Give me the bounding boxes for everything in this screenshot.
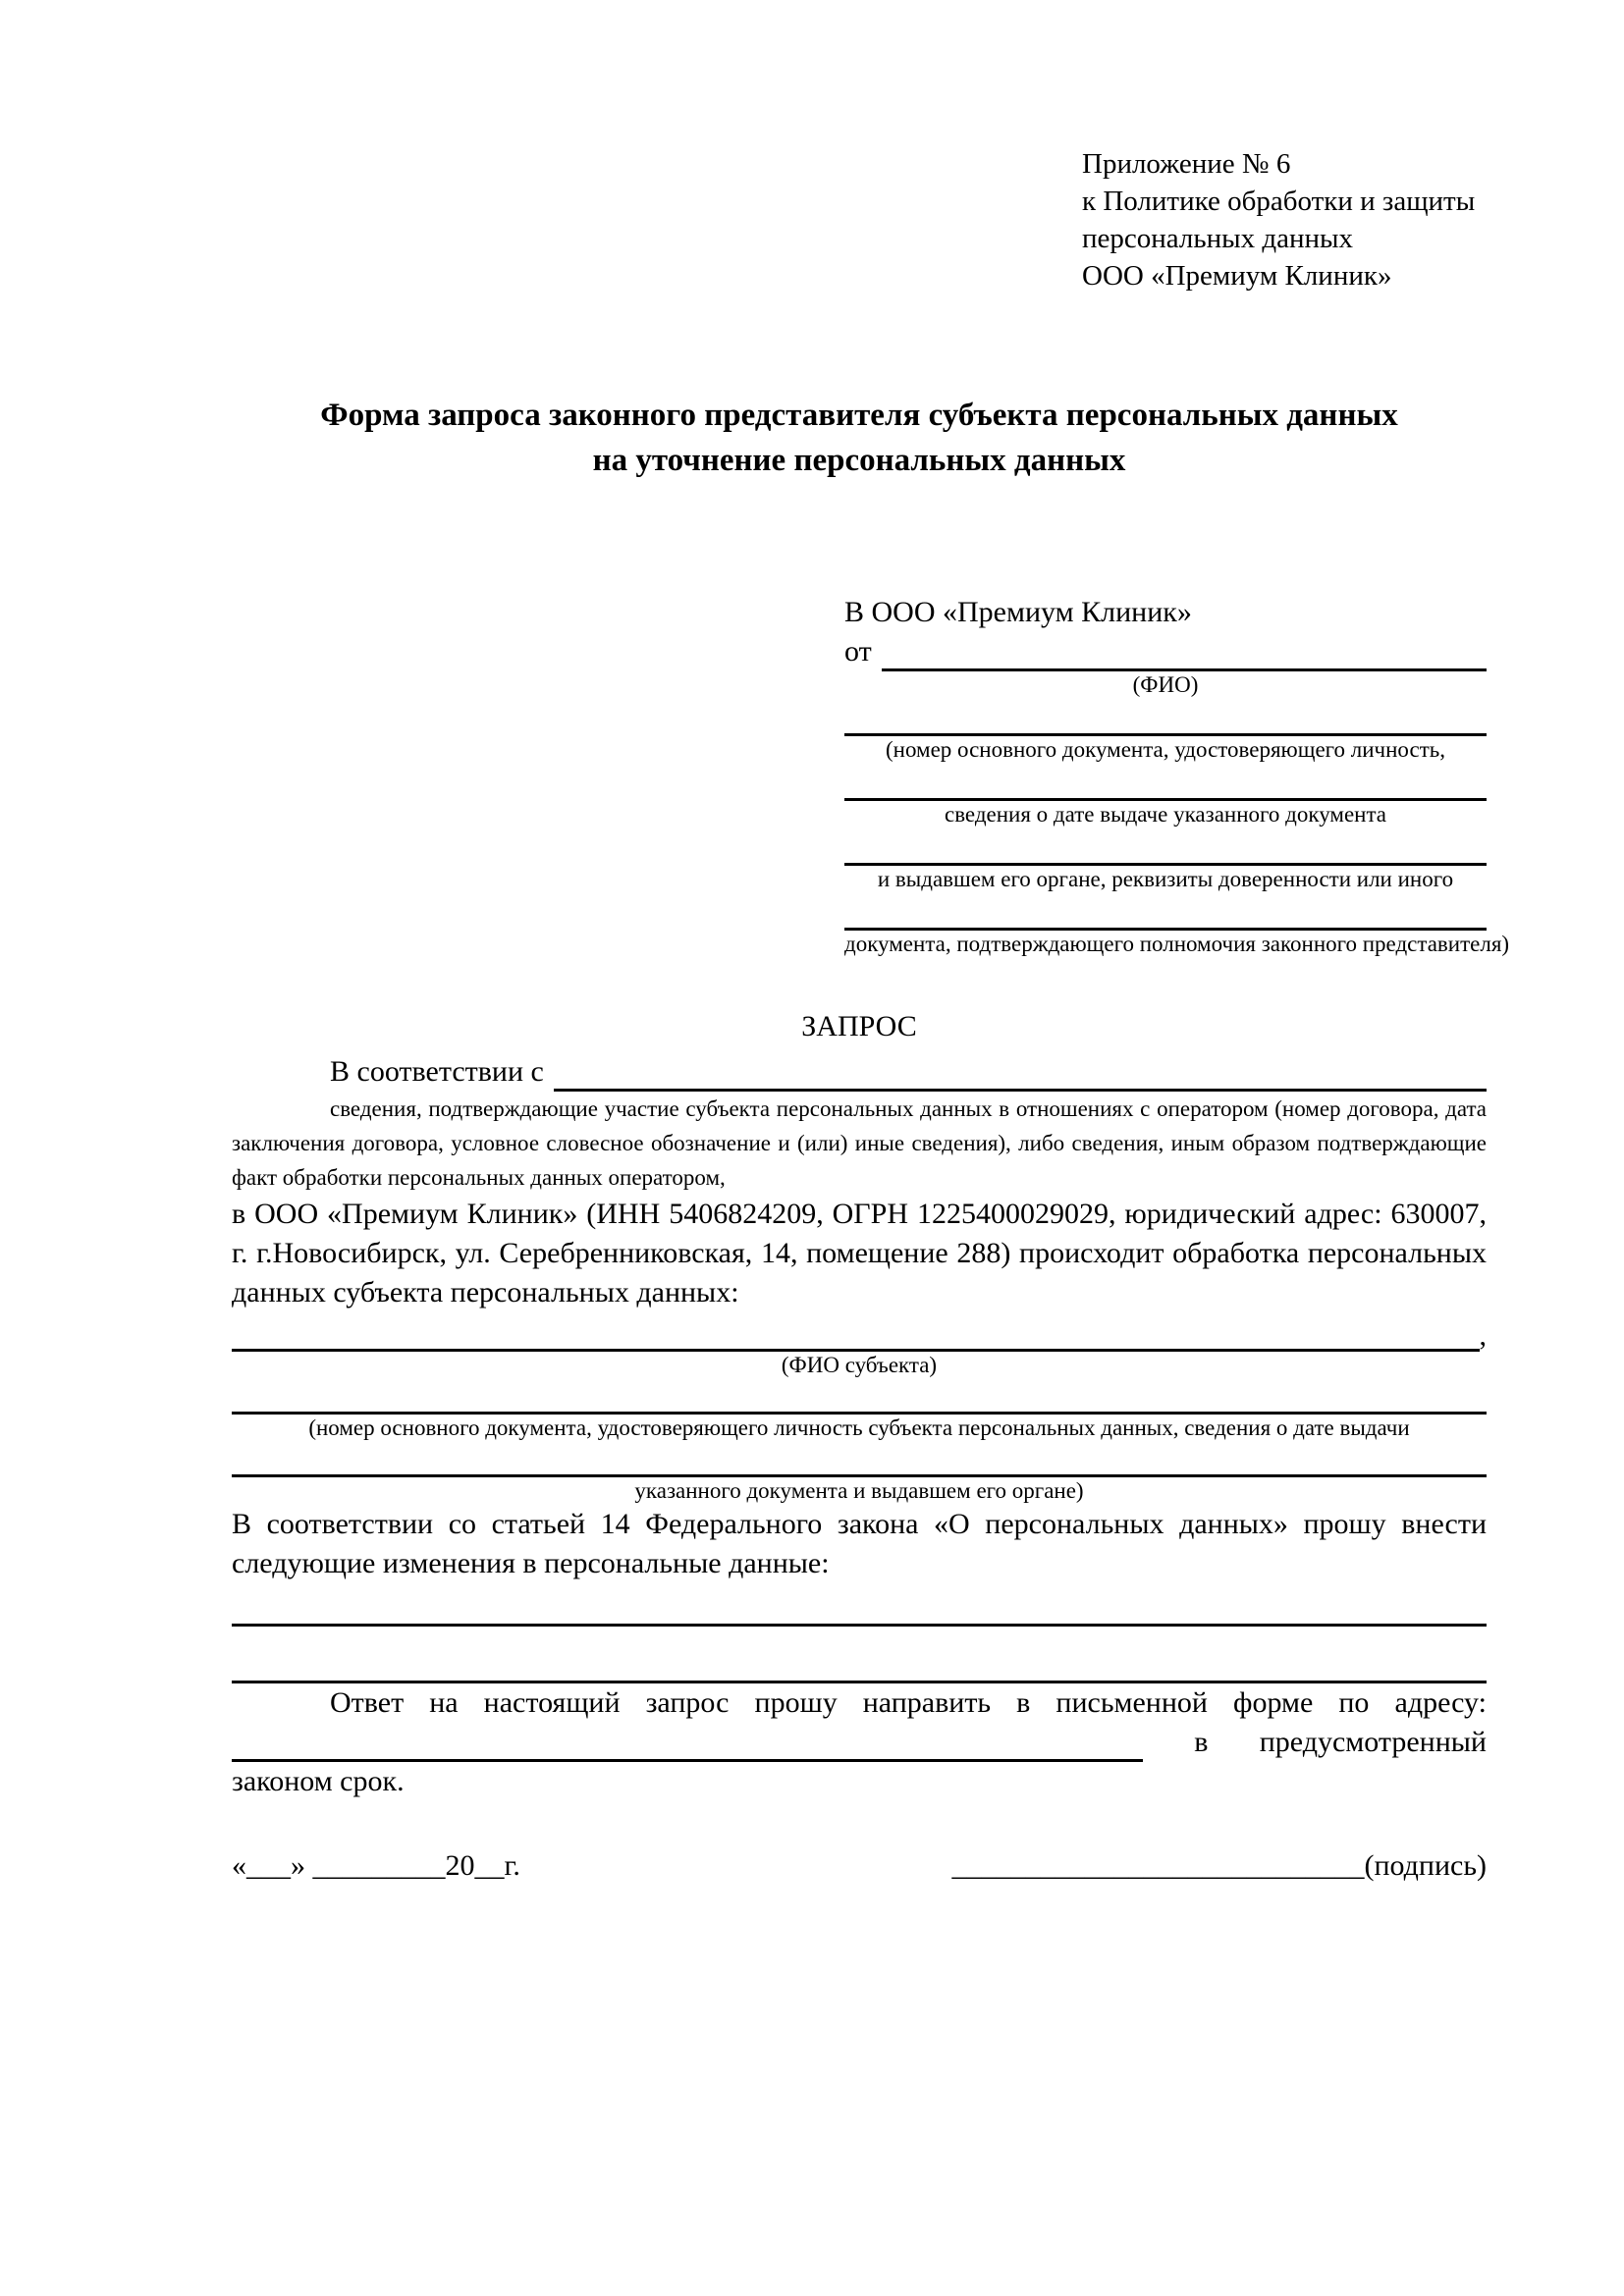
field-caption: (номер основного документа, удостоверяющего личность, bbox=[885, 737, 1445, 762]
representative-doc-field bbox=[844, 711, 1487, 764]
fill-line bbox=[844, 711, 1487, 736]
appendix-header bbox=[1082, 145, 1487, 294]
fine-print: сведения, подтверждающие участие субъекта персональных данных в отношениях с оператором (номер договора, дата заключения договора, условное словесное обозначение и (или) иные сведения), либо сведения, иным образом подтверждающие факт обработки персональных данных оператором, bbox=[232, 1096, 1487, 1190]
appendix-line: персональных данных bbox=[1082, 223, 1354, 254]
fill-line bbox=[844, 905, 1487, 931]
signature-area bbox=[951, 1846, 1487, 1886]
answer-paragraph-line1: Ответ на настоящий запрос прошу направить в письменной форме по адресу: bbox=[330, 1686, 1487, 1719]
fio-caption: (ФИО) bbox=[1132, 672, 1199, 697]
from-row bbox=[844, 632, 1487, 671]
answer-paragraph-line3: законом срок. bbox=[232, 1765, 405, 1797]
from-label: от bbox=[844, 635, 872, 667]
fill-line bbox=[844, 775, 1487, 801]
intro-label: В соответствии с bbox=[330, 1055, 544, 1088]
date-signature-row bbox=[232, 1846, 1487, 1886]
subject-doc-field bbox=[232, 1389, 1487, 1442]
addressee-block bbox=[844, 593, 1510, 958]
subject-doc-field bbox=[232, 1452, 1487, 1505]
page-title-line2: на уточнение персональных данных bbox=[592, 443, 1126, 478]
article-paragraph: В соответствии со статьей 14 Федерального закона «О персональных данных» прошу внести следующие изменения в персональные данные: bbox=[232, 1508, 1487, 1579]
trailing-comma: , bbox=[1479, 1319, 1487, 1352]
request-heading: ЗАПРОС bbox=[801, 1010, 917, 1042]
address-fill-line bbox=[232, 1731, 1143, 1762]
field-caption: сведения о дате выдаче указанного документа bbox=[944, 802, 1387, 827]
representative-doc-field bbox=[844, 905, 1510, 958]
operator-paragraph: в ООО «Премиум Клиник» (ИНН 5406824209, ОГРН 1225400029029, юридический адрес: 630007, г. г.Новосибирск, ул. Серебренниковская, 14, помещение 288) происходит обработка персональных данных субъекта персональных данных: bbox=[232, 1198, 1487, 1308]
representative-doc-field bbox=[844, 775, 1487, 828]
intro-row bbox=[232, 1052, 1487, 1092]
changes-fill-line bbox=[232, 1654, 1487, 1683]
field-caption: (номер основного документа, удостоверяющего личность субъекта персональных данных, сведения о дате выдачи bbox=[308, 1415, 1410, 1440]
signature-caption: (подпись) bbox=[1364, 1849, 1487, 1882]
answer-paragraph-line2 bbox=[232, 1723, 1487, 1762]
fill-line bbox=[232, 1389, 1487, 1415]
appendix-line: ООО «Премиум Клиник» bbox=[1082, 260, 1392, 292]
date-placeholder: «___» _________20__г. bbox=[232, 1849, 520, 1882]
field-caption: указанного документа и выдавшем его органе) bbox=[634, 1478, 1084, 1503]
page-title bbox=[232, 393, 1487, 483]
fill-line bbox=[232, 1452, 1487, 1477]
field-caption: и выдавшем его органе, реквизиты доверенности или иного bbox=[877, 867, 1454, 891]
page-title-line1: Форма запроса законного представителя субъекта персональных данных bbox=[320, 398, 1398, 433]
addressee-to: В ООО «Премиум Клиник» bbox=[844, 596, 1192, 628]
appendix-line: к Политике обработки и защиты bbox=[1082, 186, 1476, 217]
representative-doc-field bbox=[844, 840, 1487, 893]
changes-fill-line bbox=[232, 1597, 1487, 1627]
signature-fill-line: ____________________________ bbox=[951, 1849, 1365, 1882]
subject-fio-row bbox=[232, 1320, 1487, 1352]
appendix-line: Приложение № 6 bbox=[1082, 148, 1291, 180]
answer-word: в bbox=[1194, 1726, 1209, 1758]
fill-line bbox=[844, 840, 1487, 866]
answer-word: предусмотренный bbox=[1259, 1726, 1487, 1758]
subject-fio-caption: (ФИО субъекта) bbox=[781, 1353, 938, 1377]
field-caption: документа, подтверждающего полномочия законного представителя) bbox=[844, 932, 1510, 956]
